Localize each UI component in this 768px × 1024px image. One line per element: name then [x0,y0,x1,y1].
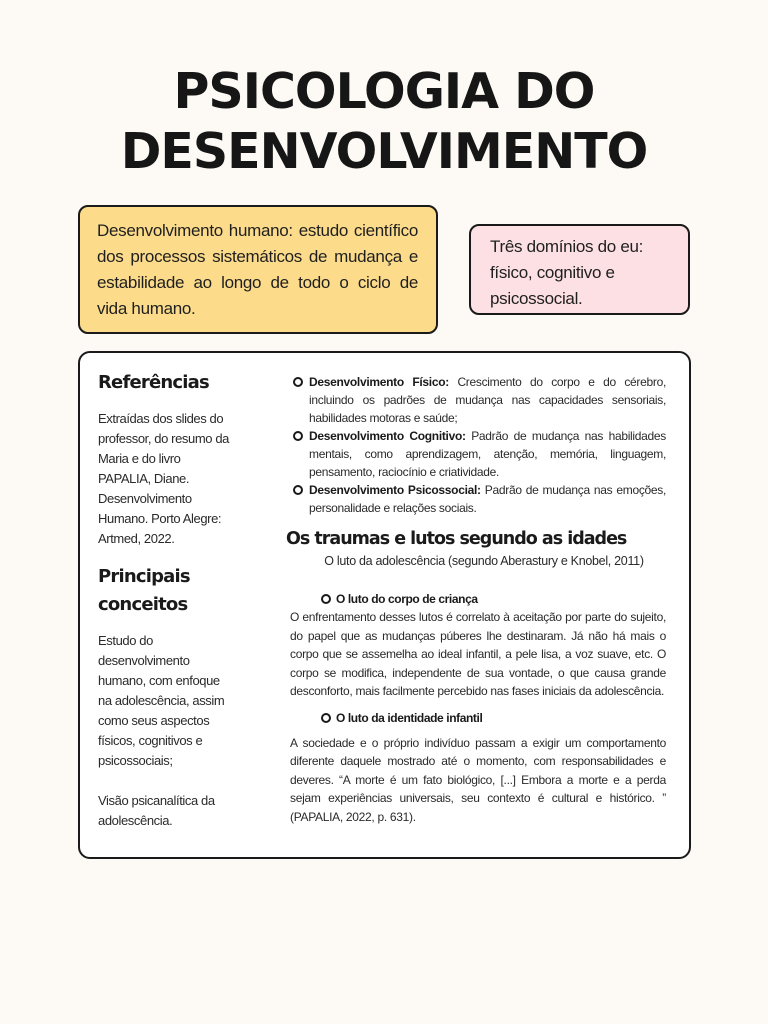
main-card [78,351,691,859]
definition-text: Desenvolvimento humano: estudo científico dos processos sistemáticos de mudança e estabilidade ao longo de todo o ciclo de vida humano. [97,221,418,318]
domain-label: Desenvolvimento Físico: [309,375,449,389]
domains-box-text: Três domínios do eu: físico, cognitivo e psicossocial. [490,237,644,308]
section-paragraph: O enfrentamento desses lutos é correlato à aceitação por parte do sujeito, do papel que as mudanças púberes lhe destinaram. Já não há mais o corpo que se assemelha ao ideal infantil, a pele lisa, a voz suave, etc. O corpo se modifica, independente de sua vontade, o que causa grande desconforto, mais facilmente percebido nas fases iniciais da adolescência. [290,610,666,698]
title-line-1: PSICOLOGIA DO [173,63,595,120]
section-heading [290,590,666,608]
domain-label: Desenvolvimento Psicossocial: [309,483,481,497]
section-paragraph: A sociedade e o próprio indivíduo passam a exigir um comportamento diferente daquele mostrado até o momento, com responsabilidades e deveres. “A morte é um fato biológico, [...] Embora a morte e a perda sejam experiências universais, seu contexto é cultural e histórico. ” (PAPALIA, 2022, p. 631). [290,735,666,824]
circle-bullet-icon [293,377,303,387]
traumas-subtitle: O luto da adolescência (segundo Aberastury e Knobel, 2011) [324,554,644,568]
list-item [290,373,666,427]
content-column [286,373,666,826]
references-title: Referências [98,372,209,393]
references-text: Extraídas dos slides do professor, do resumo da Maria e do livro PAPALIA, Diane. Desenvolvimento Humano. Porto Alegre: Artmed, 2022. [98,411,229,546]
list-item [290,481,666,517]
section-heading [290,709,666,727]
title-line-2: DESENVOLVIMENTO [120,123,648,180]
circle-bullet-icon [321,594,331,604]
domains-box [469,224,690,315]
concepts-title: Principais conceitos [98,566,190,615]
section-heading-text: O luto do corpo de criança [336,592,478,606]
domain-text: Padrão de mudança nas habilidades mentais, como aprendizagem, atenção, memória, linguagem, pensamento, raciocínio e criatividade. [309,429,666,479]
list-item [290,427,666,481]
domain-text: Padrão de mudança nas emoções, personalidade e relações sociais. [309,483,666,515]
definition-box [78,205,438,334]
domain-label: Desenvolvimento Cognitivo: [309,429,466,443]
circle-bullet-icon [321,713,331,723]
sidebar [98,369,248,831]
circle-bullet-icon [293,431,303,441]
domain-text: Crescimento do corpo e do cérebro, incluindo os padrões de mudança nas capacidades sensoriais, habilidades motoras e saúde; [309,375,666,425]
page-title [0,62,768,182]
circle-bullet-icon [293,485,303,495]
domains-list [290,373,666,517]
section-heading-text: O luto da identidade infantil [336,710,483,725]
traumas-title: Os traumas e lutos segundo as idades [286,529,627,549]
concepts-text: Estudo do desenvolvimento humano, com enfoque na adolescência, assim como seus aspectos físicos, cognitivos e psicossociais; Visão psicanalítica da adolescência. [98,633,225,828]
